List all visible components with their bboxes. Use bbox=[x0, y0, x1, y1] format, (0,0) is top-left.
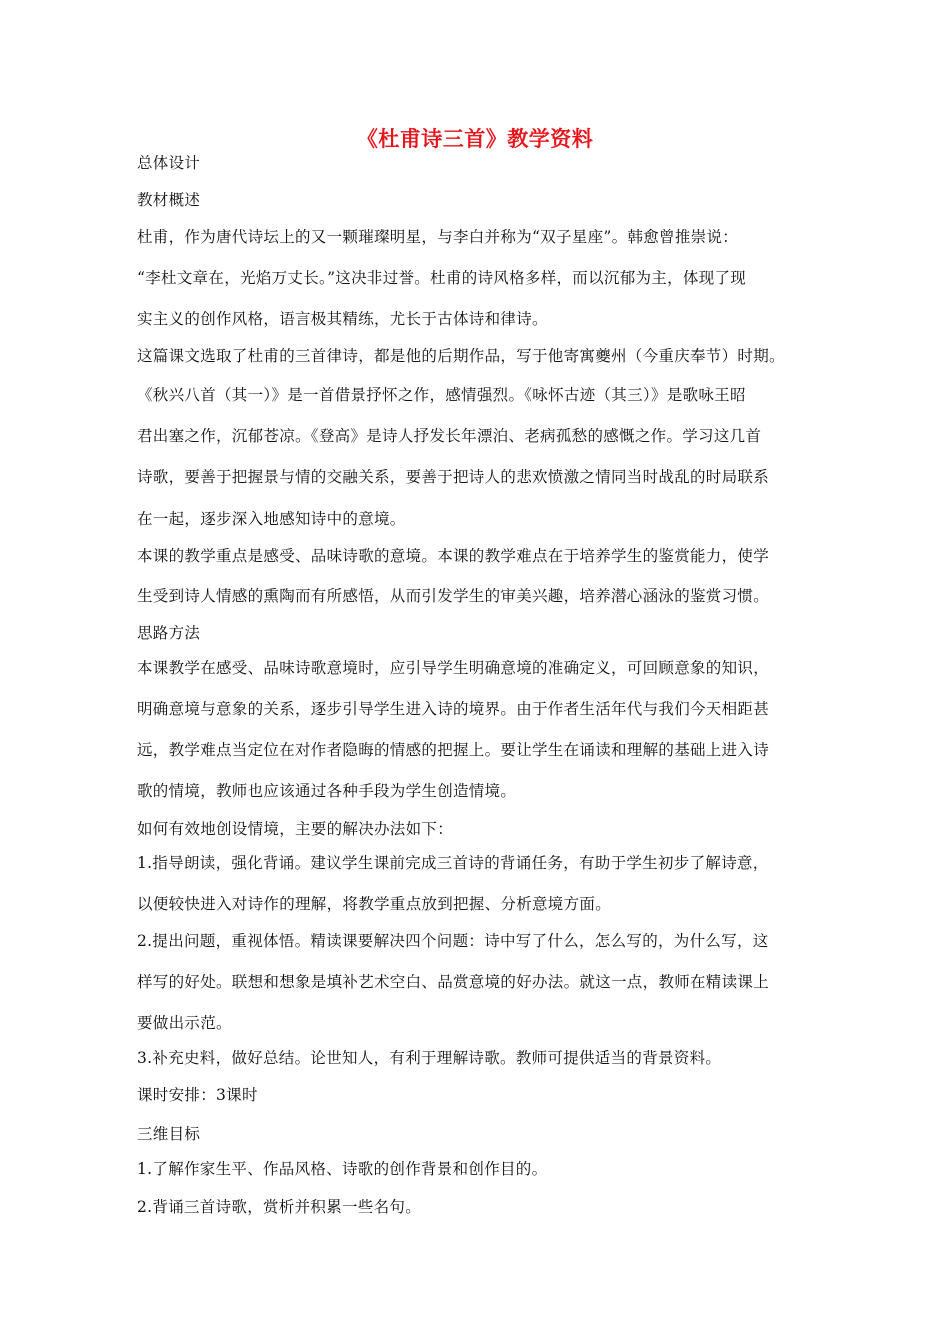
text-line: 1.了解作家生平、作品风格、诗歌的创作背景和创作目的。 bbox=[137, 1160, 548, 1178]
text-line: 如何有效地创设情境，主要的解决办法如下： bbox=[137, 820, 454, 838]
text-line: 杜甫，作为唐代诗坛上的又一颗璀璨明星，与李白并称为“双子星座”。韩愈曾推崇说： bbox=[137, 228, 739, 246]
text-line: 歌的情境，教师也应该通过各种手段为学生创造情境。 bbox=[137, 782, 517, 800]
text-line: 明确意境与意象的关系，逐步引导学生进入诗的境界。由于作者生活年代与我们今天相距甚 bbox=[137, 700, 770, 718]
text-line: “李杜文章在，光焰万丈长。”这决非过誉。杜甫的诗风格多样，而以沉郁为主，体现了现 bbox=[137, 269, 747, 287]
document-title: 《杜甫诗三首》教学资料 bbox=[356, 126, 594, 151]
text-line: 3.补充史料，做好总结。论世知人，有利于理解诗歌。教师可提供适当的背景资料。 bbox=[137, 1049, 722, 1067]
text-line: 实主义的创作风格，语言极其精练，尤长于古体诗和律诗。 bbox=[137, 310, 548, 328]
text-line: 1.指导朗读，强化背诵。建议学生课前完成三首诗的背诵任务，有助于学生初步了解诗意， bbox=[137, 854, 769, 872]
text-line: 2.背诵三首诗歌，赏析并积累一些名句。 bbox=[137, 1198, 421, 1216]
text-line: 本课教学在感受、品味诗歌意境时，应引导学生明确意境的准确定义，可回顾意象的知识， bbox=[137, 659, 770, 677]
text-line: 要做出示范。 bbox=[137, 1014, 232, 1032]
text-line: 诗歌，要善于把握景与情的交融关系，要善于把诗人的悲欢愤激之情同当时战乱的时局联系 bbox=[137, 468, 770, 486]
text-line: 君出塞之作，沉郁苍凉。《登高》是诗人抒发长年漂泊、老病孤愁的感慨之作。学习这几首 bbox=[137, 427, 762, 445]
text-line: 生受到诗人情感的熏陶而有所感悟，从而引发学生的审美兴趣，培养潜心涵泳的鉴赏习惯。 bbox=[137, 587, 770, 605]
heading-goals: 三维目标 bbox=[137, 1125, 201, 1143]
heading-approach: 思路方法 bbox=[137, 624, 201, 642]
heading-material-overview: 教材概述 bbox=[137, 191, 201, 209]
text-line: 《秋兴八首（其一）》是一首借景抒怀之作，感情强烈。《咏怀古迹（其三）》是歌咏王昭 bbox=[137, 386, 746, 404]
text-line: 样写的好处。联想和想象是填补艺术空白、品赏意境的好办法。就这一点，教师在精读课上 bbox=[137, 973, 770, 991]
text-line: 远，教学难点当定位在对作者隐晦的情感的把握上。要让学生在诵读和理解的基础上进入诗 bbox=[137, 741, 770, 759]
class-hours: 课时安排：3课时 bbox=[137, 1086, 258, 1104]
text-line: 本课的教学重点是感受、品味诗歌的意境。本课的教学难点在于培养学生的鉴赏能力，使学 bbox=[137, 547, 770, 565]
text-line: 2.提出问题，重视体悟。精读课要解决四个问题：诗中写了什么，怎么写的，为什么写，这 bbox=[137, 932, 769, 950]
heading-overall-design: 总体设计 bbox=[137, 154, 201, 172]
text-line: 在一起，逐步深入地感知诗中的意境。 bbox=[137, 510, 406, 528]
text-line: 以便较快进入对诗作的理解，将教学重点放到把握、分析意境方面。 bbox=[137, 895, 612, 913]
text-line: 这篇课文选取了杜甫的三首律诗，都是他的后期作品，写于他寄寓夔州（今重庆奉节）时期。 bbox=[137, 347, 785, 365]
